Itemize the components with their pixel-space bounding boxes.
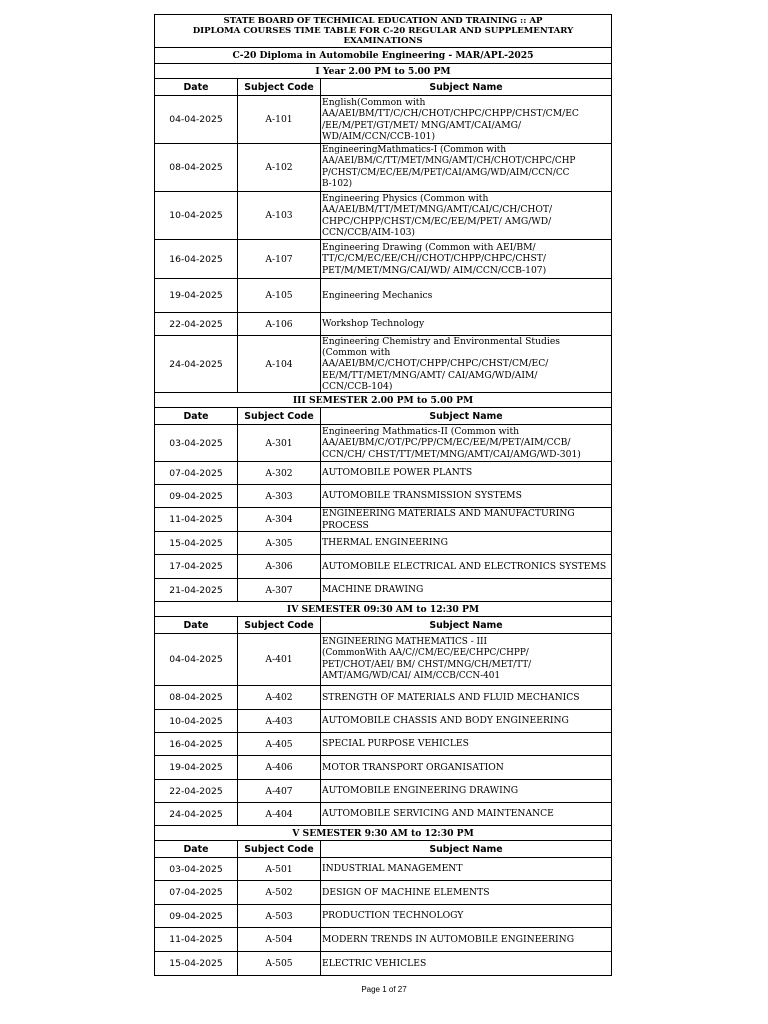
subject-name-line: AUTOMOBILE ELECTRICAL AND ELECTRONICS SYSTEMS (322, 560, 607, 572)
table-row (155, 192, 612, 240)
header-row (155, 15, 612, 48)
exam-date: 16-04-2025 (155, 240, 238, 279)
subject-name-line: ENGINEERING MATHEMATICS - III (322, 637, 488, 648)
header-line-2: DIPLOMA COURSES TIME TABLE FOR C-20 REGULAR AND SUPPLEMENTARY (192, 26, 574, 36)
subject-code: A-401 (238, 634, 321, 686)
subject-name (321, 485, 612, 508)
subject-code: A-306 (238, 555, 321, 579)
subject-name-line: Engineering Chemistry and Environmental Studies (322, 336, 560, 347)
subject-name (321, 803, 612, 826)
subject-code: A-101 (238, 96, 321, 144)
subject-name (321, 952, 612, 976)
exam-date: 07-04-2025 (155, 462, 238, 485)
column-header-row (155, 617, 612, 634)
subject-name-line: MODERN TRENDS IN AUTOMOBILE ENGINEERING (322, 933, 575, 945)
table-row (155, 803, 612, 826)
subject-name-line: AA/AEI/BM/C/CHOT/CHPP/CHPC/CHST/CM/EC/ (322, 358, 549, 370)
subject-name-line: Engineering Mechanics (322, 289, 433, 301)
subject-name-line: THERMAL ENGINEERING (322, 537, 448, 549)
section-title: I Year 2.00 PM to 5.00 PM (155, 64, 612, 79)
exam-date: 24-04-2025 (155, 336, 238, 393)
subject-code: A-502 (238, 881, 321, 905)
subject-name-line: CCN/CH/ CHST/TT/MET/MNG/AMT/CAI/AMG/WD-301) (322, 448, 581, 460)
section-title: V SEMESTER 9:30 AM to 12:30 PM (155, 826, 612, 841)
table-row (155, 313, 612, 336)
exam-subtitle: C-20 Diploma in Automobile Engineering - MAR/APL-2025 (155, 48, 612, 64)
document-header (155, 15, 612, 48)
column-header-code: Subject Code (238, 79, 321, 96)
table-row (155, 425, 612, 462)
exam-date: 11-04-2025 (155, 928, 238, 952)
subject-name-line: Engineering Mathmatics-II (Common with (322, 426, 520, 438)
page-footer: Page 1 of 27 (361, 985, 407, 994)
subject-code: A-505 (238, 952, 321, 976)
column-header-date: Date (155, 617, 238, 634)
subject-name (321, 928, 612, 952)
subject-code: A-501 (238, 858, 321, 881)
subject-name-line: AUTOMOBILE SERVICING AND MAINTENANCE (322, 808, 554, 820)
exam-date: 11-04-2025 (155, 508, 238, 532)
table-row (155, 634, 612, 686)
subject-name-line: AUTOMOBILE POWER PLANTS (322, 467, 473, 479)
subject-code: A-103 (238, 192, 321, 240)
subject-name (321, 905, 612, 928)
subject-name (321, 313, 612, 336)
subject-name-line: Workshop Technology (322, 318, 425, 330)
subject-name-line: Engineering Physics (Common with (322, 193, 489, 205)
subject-name (321, 425, 612, 462)
subject-code: A-404 (238, 803, 321, 826)
subject-code: A-105 (238, 279, 321, 313)
subtitle-row (155, 48, 612, 64)
subject-code: A-503 (238, 905, 321, 928)
table-row (155, 756, 612, 780)
subject-name-line: PRODUCTION TECHNOLOGY (322, 910, 464, 922)
section-title-row (155, 393, 612, 408)
column-header-name: Subject Name (321, 841, 612, 858)
section-title: IV SEMESTER 09:30 AM to 12:30 PM (155, 602, 612, 617)
table-row (155, 710, 612, 733)
column-header-code: Subject Code (238, 841, 321, 858)
column-header-code: Subject Code (238, 617, 321, 634)
column-header-date: Date (155, 408, 238, 425)
subject-name-line: AMT/AMG/WD/CAI/ AIM/CCB/CCN-401 (322, 670, 501, 681)
subject-name-line: AA/AEI/BM/TT/C/CH/CHOT/CHPC/CHPP/CHST/CM/EC (322, 108, 579, 120)
subject-name (321, 733, 612, 756)
subject-name-line: English(Common with (322, 97, 426, 109)
subject-code: A-303 (238, 485, 321, 508)
section-title-row (155, 826, 612, 841)
subject-name-line: EngineeringMathmatics-I (Common with (322, 145, 507, 156)
subject-name-line: TT/C/CM/EC/EE/CH//CHOT/CHPP/CHPC/CHST/ (322, 253, 546, 265)
header-line-1: STATE BOARD OF TECHMICAL EDUCATION AND TRAINING :: AP (223, 16, 543, 26)
subject-code: A-302 (238, 462, 321, 485)
table-row (155, 508, 612, 532)
subject-name-line: AUTOMOBILE TRANSMISSION SYSTEMS (322, 490, 522, 502)
column-header-row (155, 408, 612, 425)
subject-name (321, 881, 612, 905)
exam-date: 17-04-2025 (155, 555, 238, 579)
table-row (155, 780, 612, 803)
subject-name-line: CCN/CCB/AIM-103) (322, 226, 415, 238)
table-row (155, 279, 612, 313)
subject-name-line: INDUSTRIAL MANAGEMENT (322, 863, 463, 875)
exam-date: 22-04-2025 (155, 780, 238, 803)
exam-date: 15-04-2025 (155, 532, 238, 555)
column-header-code: Subject Code (238, 408, 321, 425)
exam-date: 10-04-2025 (155, 192, 238, 240)
subject-code: A-102 (238, 144, 321, 192)
exam-date: 04-04-2025 (155, 634, 238, 686)
exam-date: 09-04-2025 (155, 905, 238, 928)
subject-name (321, 96, 612, 144)
table-row (155, 96, 612, 144)
subject-code: A-106 (238, 313, 321, 336)
table-row (155, 881, 612, 905)
subject-name-line: SPECIAL PURPOSE VEHICLES (322, 738, 469, 750)
column-header-name: Subject Name (321, 79, 612, 96)
column-header-row (155, 841, 612, 858)
subject-code: A-307 (238, 579, 321, 602)
table-row (155, 579, 612, 602)
subject-name-line: AUTOMOBILE ENGINEERING DRAWING (322, 785, 519, 797)
subject-name-line: P/CHST/CM/EC/EE/M/PET/CAI/AMG/WD/AIM/CCN/CC (322, 167, 570, 178)
column-header-row (155, 79, 612, 96)
table-row (155, 733, 612, 756)
subject-name (321, 240, 612, 279)
subject-name (321, 462, 612, 485)
subject-name (321, 144, 612, 192)
subject-name (321, 780, 612, 803)
subject-name-line: AA/AEI/BM/TT/MET/MNG/AMT/CAI/C/CH/CHOT/ (322, 204, 553, 216)
subject-name (321, 192, 612, 240)
subject-name-line: MACHINE DRAWING (322, 584, 424, 596)
table-row (155, 555, 612, 579)
header-line-3: EXAMINATIONS (343, 36, 423, 46)
subject-name-line: MOTOR TRANSPORT ORGANISATION (322, 761, 504, 773)
subject-name (321, 555, 612, 579)
subject-name-line: ENGINEERING MATERIALS AND MANUFACTURING (322, 508, 575, 520)
column-header-name: Subject Name (321, 617, 612, 634)
exam-date: 22-04-2025 (155, 313, 238, 336)
subject-name (321, 579, 612, 602)
subject-code: A-405 (238, 733, 321, 756)
column-header-date: Date (155, 79, 238, 96)
exam-date: 21-04-2025 (155, 579, 238, 602)
subject-name (321, 279, 612, 313)
table-row (155, 928, 612, 952)
section-title-row (155, 64, 612, 79)
column-header-name: Subject Name (321, 408, 612, 425)
table-row (155, 686, 612, 710)
exam-date: 16-04-2025 (155, 733, 238, 756)
subject-name-line: AA/AEI/BM/C/OT/PC/PP/CM/EC/EE/M/PET/AIM/CCB/ (322, 437, 571, 449)
table-row (155, 532, 612, 555)
subject-name-line: ELECTRIC VEHICLES (322, 957, 427, 969)
subject-name-line: EE/M/TT/MET/MNG/AMT/ CAI/AMG/WD/AIM/ (322, 369, 538, 381)
subject-name-line: STRENGTH OF MATERIALS AND FLUID MECHANICS (322, 691, 580, 703)
subject-name-line: WD/AIM/CCN/CCB-101) (322, 130, 436, 142)
exam-date: 19-04-2025 (155, 756, 238, 780)
subject-code: A-402 (238, 686, 321, 710)
table-row (155, 858, 612, 881)
subject-name-line: PROCESS (322, 519, 369, 531)
subject-name-line: /EE/M/PET/GT/MET/ MNG/AMT/CAI/AMG/ (322, 119, 522, 131)
subject-name-line: B-102) (322, 178, 353, 189)
timetable-body (155, 15, 612, 976)
subject-code: A-104 (238, 336, 321, 393)
subject-name (321, 710, 612, 733)
exam-date: 03-04-2025 (155, 858, 238, 881)
subject-name-line: (CommonWith AA/C//CM/EC/EE/CHPC/CHPP/ (322, 648, 529, 659)
column-header-date: Date (155, 841, 238, 858)
table-row (155, 240, 612, 279)
subject-code: A-301 (238, 425, 321, 462)
table-row (155, 336, 612, 393)
table-row (155, 905, 612, 928)
table-row (155, 485, 612, 508)
exam-date: 07-04-2025 (155, 881, 238, 905)
exam-date: 08-04-2025 (155, 686, 238, 710)
subject-name-line: CHPC/CHPP/CHST/CM/EC/EE/M/PET/ AMG/WD/ (322, 215, 552, 227)
subject-name (321, 336, 612, 393)
subject-name (321, 756, 612, 780)
subject-code: A-304 (238, 508, 321, 532)
section-title-row (155, 602, 612, 617)
exam-date: 19-04-2025 (155, 279, 238, 313)
subject-name-line: PET/CHOT/AEI/ BM/ CHST/MNG/CH/MET/TT/ (322, 659, 532, 670)
subject-name (321, 858, 612, 881)
subject-code: A-107 (238, 240, 321, 279)
exam-date: 04-04-2025 (155, 96, 238, 144)
table-row (155, 144, 612, 192)
exam-date: 10-04-2025 (155, 710, 238, 733)
section-title: III SEMESTER 2.00 PM to 5.00 PM (155, 393, 612, 408)
timetable (154, 14, 612, 976)
subject-name-line: AA/AEI/BM/C/TT/MET/MNG/AMT/CH/CHOT/CHPC/CHP (322, 156, 576, 167)
subject-name (321, 508, 612, 532)
subject-name-line: AUTOMOBILE CHASSIS AND BODY ENGINEERING (322, 715, 569, 727)
subject-code: A-504 (238, 928, 321, 952)
subject-code: A-305 (238, 532, 321, 555)
subject-code: A-406 (238, 756, 321, 780)
exam-date: 24-04-2025 (155, 803, 238, 826)
subject-name-line: PET/M/MET/MNG/CAI/WD/ AIM/CCN/CCB-107) (322, 264, 547, 276)
subject-code: A-403 (238, 710, 321, 733)
subject-name-line: CCN/CCB-104) (322, 380, 393, 392)
subject-name (321, 532, 612, 555)
exam-date: 03-04-2025 (155, 425, 238, 462)
exam-date: 15-04-2025 (155, 952, 238, 976)
subject-name (321, 686, 612, 710)
exam-date: 09-04-2025 (155, 485, 238, 508)
subject-name (321, 634, 612, 686)
subject-name-line: (Common with (322, 347, 391, 359)
subject-code: A-407 (238, 780, 321, 803)
subject-name-line: Engineering Drawing (Common with AEI/BM/ (322, 242, 536, 254)
subject-name-line: DESIGN OF MACHINE ELEMENTS (322, 886, 490, 898)
table-row (155, 952, 612, 976)
table-row (155, 462, 612, 485)
exam-date: 08-04-2025 (155, 144, 238, 192)
